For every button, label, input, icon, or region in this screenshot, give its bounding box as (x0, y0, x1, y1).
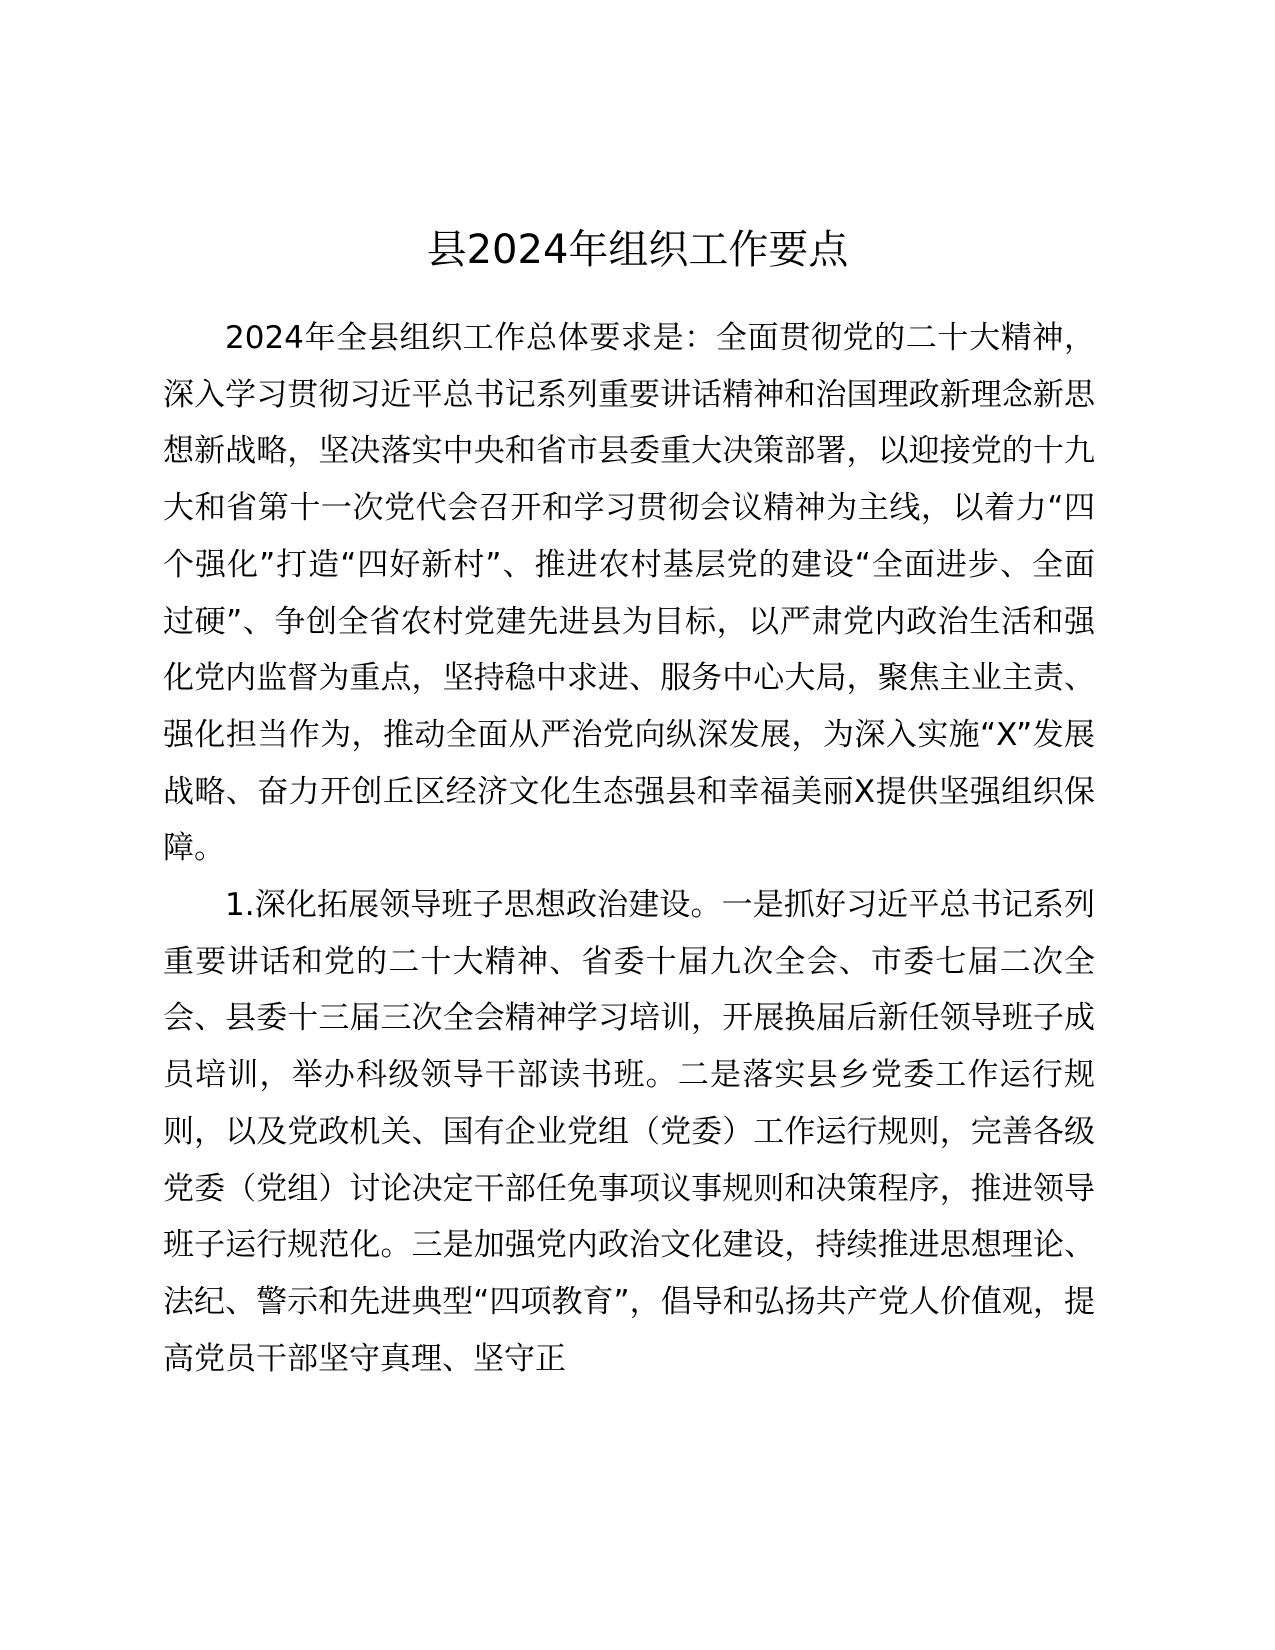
paragraph-overview: 2024年全县组织工作总体要求是：全面贯彻党的二十大精神，深入学习贯彻习近平总书记系列重要讲话精神和治国理政新理念新思想新战略，坚决落实中央和省市县委重大决策部署，以迎接党的十九大和省第十一次党代会召开和学习贯彻会议精神为主线，以着力“四个强化”打造“四好新村”、推进农村基层党的建设“全面进步、全面过硬”、争创全省农村党建先进县为目标，以严肃党内政治生活和强化党内监督为重点，坚持稳中求进、服务中心大局，聚焦主业主责、强化担当作为，推动全面从严治党向纵深发展，为深入实施“X”发展战略、奋力开创丘区经济文化生态强县和幸福美丽X提供坚强组织保障。 (163, 320, 1095, 867)
document-title: 县2024年组织工作要点 (426, 227, 849, 273)
document-body (163, 310, 1095, 1387)
paragraph-item-1: 1.深化拓展领导班子思想政治建设。一是抓好习近平总书记系列重要讲话和党的二十大精神、省委十届九次全会、市委七届二次全会、县委十三届三次全会精神学习培训，开展换届后新任领导班子成员培训，举办科级领导干部读书班。二是落实县乡党委工作运行规则，以及党政机关、国有企业党组（党委）工作运行规则，完善各级党委（党组）讨论决定干部任免事项议事规则和决策程序，推进领导班子运行规范化。三是加强党内政治文化建设，持续推进思想理论、法纪、警示和先进典型“四项教育”，倡导和弘扬共产党人价值观，提高党员干部坚守真理、坚守正 (163, 887, 1095, 1377)
